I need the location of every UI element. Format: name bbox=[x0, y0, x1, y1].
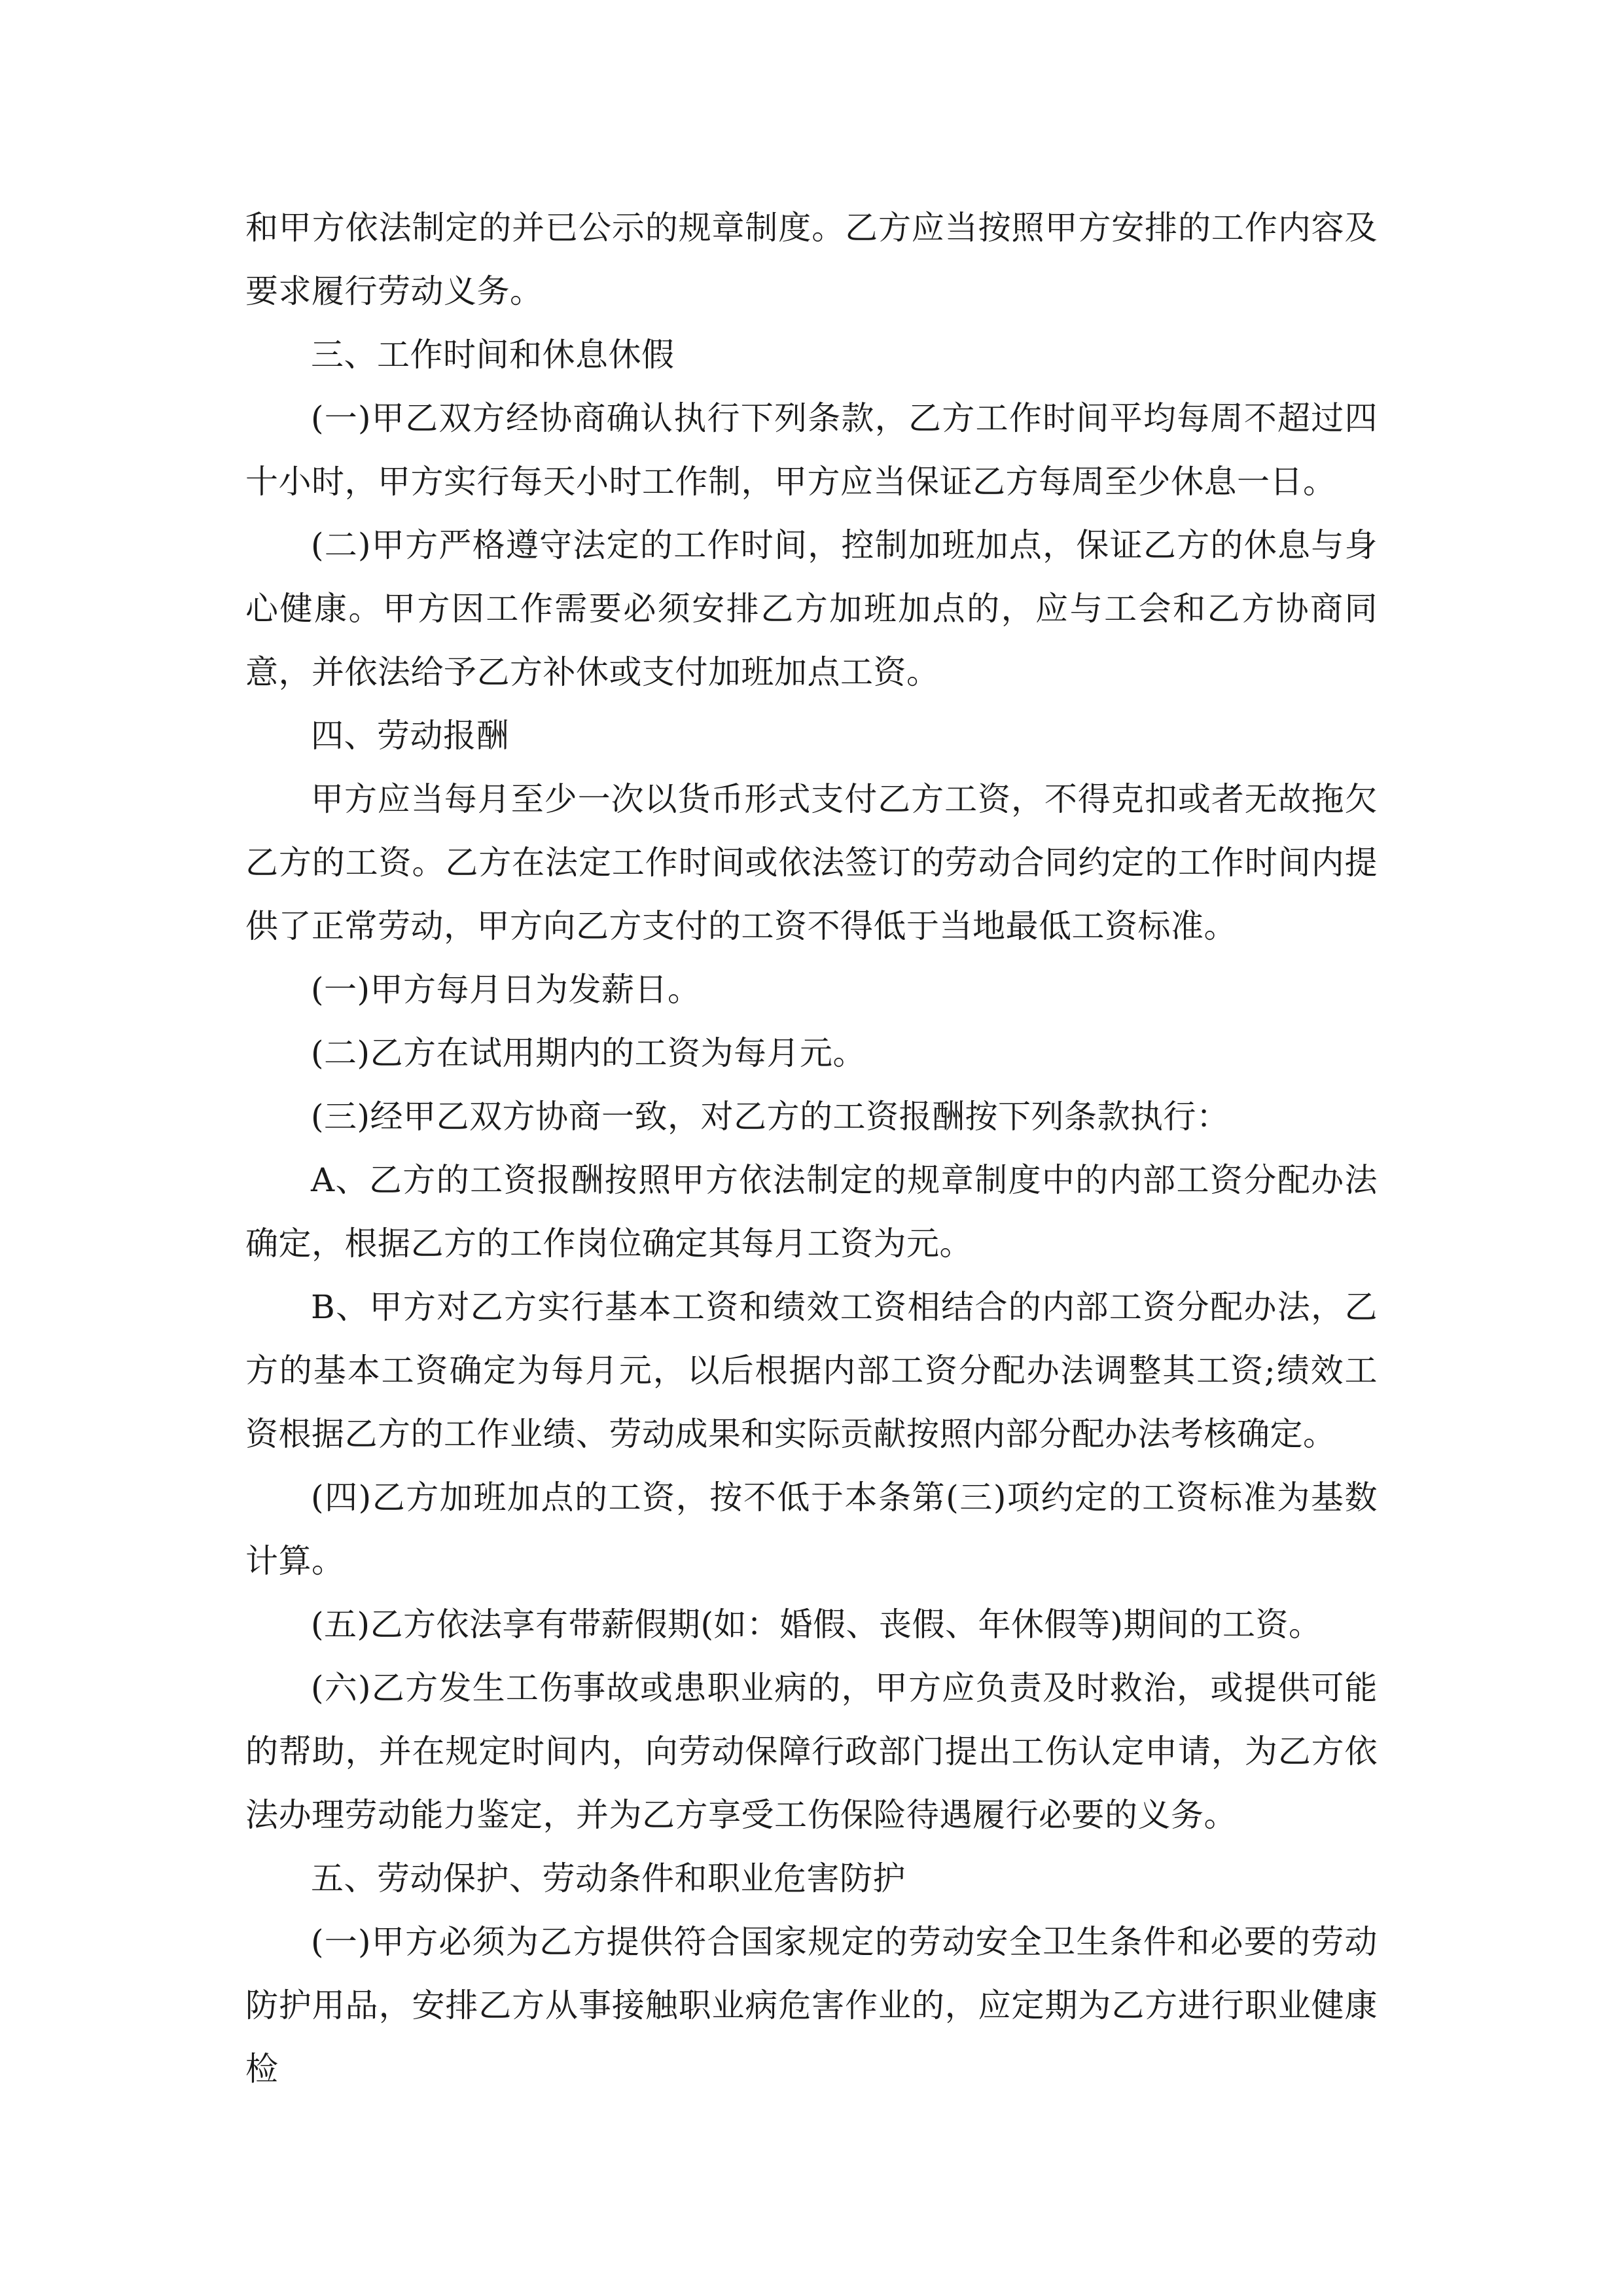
paragraph-remuneration-5: (五)乙方依法享有带薪假期(如：婚假、丧假、年休假等)期间的工资。 bbox=[311, 1605, 1322, 1643]
paragraph-remuneration-3: (三)经甲乙双方协商一致，对乙方的工资报酬按下列条款执行： bbox=[311, 1098, 1230, 1136]
paragraph-remuneration-4: (四)乙方加班加点的工资，按不低于本条第(三)项约定的工资标准为基数计算。 bbox=[245, 1479, 1378, 1580]
paragraph-work-hours-2: (二)甲方严格遵守法定的工作时间，控制加班加点，保证乙方的休息与身心健康。甲方因工作需要必须安排乙方加班加点的，应与工会和乙方协商同意，并依法给予乙方补休或支付加班加点工资。 bbox=[245, 526, 1378, 691]
paragraph-remuneration-2: (二)乙方在试用期内的工资为每月元。 bbox=[311, 1034, 866, 1072]
section-heading-remuneration: 四、劳动报酬 bbox=[311, 717, 509, 755]
paragraph-labor-protection-1: (一)甲方必须为乙方提供符合国家规定的劳动安全卫生条件和必要的劳动防护用品，安排乙方从事接触职业病危害作业的，应定期为乙方进行职业健康检 bbox=[245, 1923, 1378, 2088]
paragraph-remuneration-b: B、甲方对乙方实行基本工资和绩效工资相结合的内部工资分配办法，乙方的基本工资确定为每月元，以后根据内部工资分配办法调整其工资;绩效工资根据乙方的工作业绩、劳动成果和实际贡献按照内部分配办法考核确定。 bbox=[245, 1288, 1378, 1453]
paragraph-remuneration-intro: 甲方应当每月至少一次以货币形式支付乙方工资，不得克扣或者无故拖欠乙方的工资。乙方在法定工作时间或依法签订的劳动合同约定的工作时间内提供了正常劳动，甲方向乙方支付的工资不得低于当地最低工资标准。 bbox=[245, 780, 1378, 945]
paragraph-remuneration-a: A、乙方的工资报酬按照甲方依法制定的规章制度中的内部工资分配办法确定，根据乙方的工作岗位确定其每月工资为元。 bbox=[245, 1161, 1378, 1263]
document-body bbox=[245, 196, 1378, 2101]
section-heading-work-hours: 三、工作时间和休息休假 bbox=[311, 336, 675, 374]
paragraph-remuneration-6: (六)乙方发生工伤事故或患职业病的，甲方应负责及时救治，或提供可能的帮助，并在规定时间内，向劳动保障行政部门提出工伤认定申请，为乙方依法办理劳动能力鉴定，并为乙方享受工伤保险待遇履行必要的义务。 bbox=[245, 1669, 1378, 1834]
section-heading-labor-protection: 五、劳动保护、劳动条件和职业危害防护 bbox=[311, 1859, 906, 1897]
paragraph-1: 和甲方依法制定的并已公示的规章制度。乙方应当按照甲方安排的工作内容及要求履行劳动义务。 bbox=[245, 209, 1378, 310]
paragraph-remuneration-1: (一)甲方每月日为发薪日。 bbox=[311, 971, 701, 1009]
paragraph-work-hours-1: (一)甲乙双方经协商确认执行下列条款，乙方工作时间平均每周不超过四十小时，甲方实行每天小时工作制，甲方应当保证乙方每周至少休息一日。 bbox=[245, 399, 1378, 501]
